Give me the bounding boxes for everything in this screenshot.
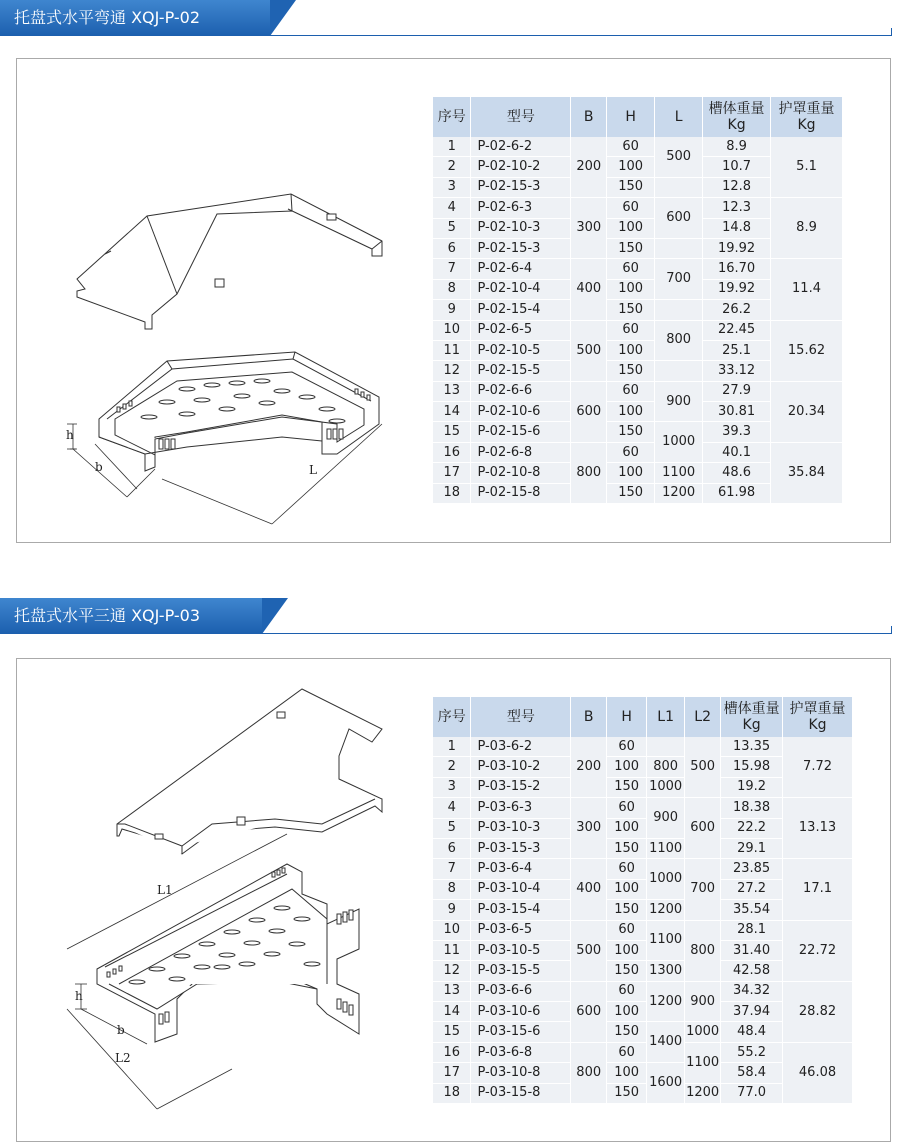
column-header: B (571, 697, 607, 737)
table-header-row (433, 97, 843, 137)
l-length-cell (655, 361, 703, 381)
row-number: 3 (433, 777, 471, 797)
row-number: 2 (433, 757, 471, 777)
dimension-label-b: b (117, 1023, 125, 1037)
table-row (433, 198, 843, 218)
row-number: 3 (433, 177, 471, 197)
row-number: 18 (433, 483, 471, 503)
row-number: 7 (433, 859, 471, 879)
l1-length-cell: 1200 (647, 981, 685, 1022)
l2-length-cell: 900 (685, 981, 721, 1022)
height-h-cell: 150 (607, 777, 647, 797)
row-number: 15 (433, 1022, 471, 1042)
tray-weight-cell: 34.32 (721, 981, 783, 1001)
section-header-2 (0, 598, 900, 636)
tray-weight-cell: 26.2 (703, 300, 771, 320)
l-length-cell (655, 238, 703, 258)
width-b-cell: 600 (571, 981, 607, 1042)
row-number: 16 (433, 1042, 471, 1062)
width-b-cell: 800 (571, 1042, 607, 1103)
tray-weight-cell: 35.54 (721, 900, 783, 920)
tray-weight-cell: 58.4 (721, 1063, 783, 1083)
model-cell: P-03-6-6 (471, 981, 571, 1001)
l1-length-cell: 1000 (647, 777, 685, 797)
l1-length-cell: 1000 (647, 859, 685, 900)
row-number: 11 (433, 940, 471, 960)
l1-length-cell: 1200 (647, 900, 685, 920)
row-number: 12 (433, 361, 471, 381)
model-cell: P-02-10-5 (471, 340, 571, 360)
tray-weight-cell: 12.3 (703, 198, 771, 218)
width-b-cell: 500 (571, 920, 607, 981)
tray-weight-cell: 19.2 (721, 777, 783, 797)
height-h-cell: 60 (607, 320, 655, 340)
tray-weight-cell: 28.1 (721, 920, 783, 940)
l-length-cell: 900 (655, 381, 703, 422)
height-h-cell: 100 (607, 279, 655, 299)
model-cell: P-03-6-3 (471, 798, 571, 818)
l-length-cell: 600 (655, 198, 703, 239)
height-h-cell: 100 (607, 218, 655, 238)
row-number: 17 (433, 463, 471, 483)
l1-length-cell: 800 (647, 757, 685, 777)
table-row (433, 1042, 853, 1062)
model-cell: P-02-10-4 (471, 279, 571, 299)
l1-length-cell: 1100 (647, 920, 685, 961)
model-cell: P-02-10-2 (471, 157, 571, 177)
model-cell: P-02-15-3 (471, 238, 571, 258)
height-h-cell: 60 (607, 859, 647, 879)
row-number: 1 (433, 137, 471, 157)
model-cell: P-02-6-4 (471, 259, 571, 279)
column-header: 槽体重量 Kg (703, 97, 771, 137)
height-h-cell: 150 (607, 422, 655, 442)
model-cell: P-02-6-2 (471, 137, 571, 157)
column-header: H (607, 697, 647, 737)
column-header: 护罩重量 Kg (783, 697, 853, 737)
model-cell: P-03-6-8 (471, 1042, 571, 1062)
table-row (433, 442, 843, 462)
model-cell: P-03-10-2 (471, 757, 571, 777)
tray-weight-cell: 31.40 (721, 940, 783, 960)
height-h-cell: 60 (607, 381, 655, 401)
height-h-cell: 100 (607, 402, 655, 422)
height-h-cell: 150 (607, 361, 655, 381)
width-b-cell: 600 (571, 381, 607, 442)
dimension-label-l2: L2 (115, 1051, 131, 1065)
column-header: L2 (685, 697, 721, 737)
column-header: 槽体重量 Kg (721, 697, 783, 737)
cover-weight-cell: 8.9 (771, 198, 843, 259)
tray-weight-cell: 23.85 (721, 859, 783, 879)
row-number: 5 (433, 218, 471, 238)
column-header: 型号 (471, 97, 571, 137)
dimension-label-l1: L1 (157, 883, 173, 897)
row-number: 8 (433, 879, 471, 899)
l2-length-cell: 800 (685, 920, 721, 981)
row-number: 10 (433, 920, 471, 940)
tray-weight-cell: 37.94 (721, 1002, 783, 1022)
width-b-cell: 400 (571, 859, 607, 920)
spec-table-tee (433, 697, 853, 1104)
l1-length-cell: 1400 (647, 1022, 685, 1063)
column-header: 序号 (433, 697, 471, 737)
height-h-cell: 150 (607, 483, 655, 503)
height-h-cell: 60 (607, 798, 647, 818)
header-rule-cap (891, 626, 892, 634)
table-row (433, 798, 853, 818)
model-cell: P-02-6-8 (471, 442, 571, 462)
height-h-cell: 150 (607, 900, 647, 920)
column-header: H (607, 97, 655, 137)
table-row (433, 737, 853, 757)
table-row (433, 981, 853, 1001)
header-rule (0, 35, 892, 36)
width-b-cell: 500 (571, 320, 607, 381)
l2-length-cell: 1100 (685, 1042, 721, 1083)
tray-weight-cell: 14.8 (703, 218, 771, 238)
tray-weight-cell: 30.81 (703, 402, 771, 422)
row-number: 9 (433, 900, 471, 920)
height-h-cell: 60 (607, 137, 655, 157)
dimension-label-l: L (309, 463, 317, 477)
height-h-cell: 100 (607, 879, 647, 899)
row-number: 4 (433, 798, 471, 818)
tray-weight-cell: 18.38 (721, 798, 783, 818)
tray-weight-cell: 77.0 (721, 1083, 783, 1103)
column-header: 护罩重量 Kg (771, 97, 843, 137)
model-cell: P-03-10-8 (471, 1063, 571, 1083)
tray-weight-cell: 15.98 (721, 757, 783, 777)
column-header: L (655, 97, 703, 137)
tray-weight-cell: 55.2 (721, 1042, 783, 1062)
l2-length-cell: 1000 (685, 1022, 721, 1042)
width-b-cell: 300 (571, 798, 607, 859)
tray-weight-cell: 39.3 (703, 422, 771, 442)
column-header: 型号 (471, 697, 571, 737)
row-number: 2 (433, 157, 471, 177)
l2-length-cell: 1200 (685, 1083, 721, 1103)
dimension-label-h: h (66, 428, 74, 442)
model-cell: P-03-15-6 (471, 1022, 571, 1042)
row-number: 8 (433, 279, 471, 299)
spec-table-elbow (433, 97, 843, 504)
row-number: 9 (433, 300, 471, 320)
column-header: 序号 (433, 97, 471, 137)
model-cell: P-03-10-3 (471, 818, 571, 838)
model-cell: P-03-10-5 (471, 940, 571, 960)
table-row (433, 920, 853, 940)
l-length-cell: 800 (655, 320, 703, 361)
height-h-cell: 100 (607, 463, 655, 483)
height-h-cell: 100 (607, 1063, 647, 1083)
l2-length-cell: 600 (685, 798, 721, 859)
tray-weight-cell: 61.98 (703, 483, 771, 503)
l-length-cell (655, 300, 703, 320)
cover-weight-cell: 46.08 (783, 1042, 853, 1103)
cover-weight-cell: 7.72 (783, 737, 853, 798)
section-title-1: 托盘式水平弯通 XQJ-P-02 (0, 0, 270, 36)
row-number: 6 (433, 838, 471, 858)
tray-weight-cell: 19.92 (703, 279, 771, 299)
model-cell: P-03-15-4 (471, 900, 571, 920)
table-row (433, 320, 843, 340)
tab-decoration (262, 598, 288, 634)
model-cell: P-03-6-4 (471, 859, 571, 879)
height-h-cell: 150 (607, 238, 655, 258)
width-b-cell: 200 (571, 137, 607, 198)
cover-weight-cell: 22.72 (783, 920, 853, 981)
tray-weight-cell: 16.70 (703, 259, 771, 279)
width-b-cell: 200 (571, 737, 607, 798)
l1-length-cell: 1300 (647, 961, 685, 981)
table-body (433, 737, 853, 1104)
l-length-cell (655, 177, 703, 197)
row-number: 6 (433, 238, 471, 258)
model-cell: P-02-15-8 (471, 483, 571, 503)
height-h-cell: 150 (607, 1022, 647, 1042)
tray-weight-cell: 48.4 (721, 1022, 783, 1042)
table-row (433, 381, 843, 401)
l-length-cell: 1000 (655, 422, 703, 463)
cover-weight-cell: 13.13 (783, 798, 853, 859)
row-number: 1 (433, 737, 471, 757)
tray-weight-cell: 13.35 (721, 737, 783, 757)
height-h-cell: 100 (607, 340, 655, 360)
model-cell: P-02-6-5 (471, 320, 571, 340)
l2-length-cell: 500 (685, 737, 721, 798)
table-row (433, 859, 853, 879)
height-h-cell: 60 (607, 1042, 647, 1062)
model-cell: P-03-10-4 (471, 879, 571, 899)
height-h-cell: 60 (607, 737, 647, 757)
tray-weight-cell: 19.92 (703, 238, 771, 258)
l-length-cell: 500 (655, 137, 703, 177)
column-header: L1 (647, 697, 685, 737)
elbow-drawing (37, 119, 407, 529)
width-b-cell: 300 (571, 198, 607, 259)
model-cell: P-02-10-3 (471, 218, 571, 238)
table-header-row (433, 697, 853, 737)
model-cell: P-02-15-6 (471, 422, 571, 442)
tab-decoration (270, 0, 296, 36)
header-rule (0, 633, 892, 634)
model-cell: P-02-15-4 (471, 300, 571, 320)
model-cell: P-03-6-5 (471, 920, 571, 940)
l-length-cell: 1100 (655, 463, 703, 483)
height-h-cell: 150 (607, 1083, 647, 1103)
model-cell: P-03-15-3 (471, 838, 571, 858)
l1-length-cell: 1100 (647, 838, 685, 858)
tray-weight-cell: 22.45 (703, 320, 771, 340)
l-length-cell: 700 (655, 259, 703, 300)
height-h-cell: 60 (607, 981, 647, 1001)
height-h-cell: 100 (607, 157, 655, 177)
table-row (433, 259, 843, 279)
cover-weight-cell: 11.4 (771, 259, 843, 320)
column-header: B (571, 97, 607, 137)
l2-length-cell: 700 (685, 859, 721, 920)
row-number: 12 (433, 961, 471, 981)
row-number: 13 (433, 381, 471, 401)
model-cell: P-03-15-5 (471, 961, 571, 981)
row-number: 15 (433, 422, 471, 442)
height-h-cell: 60 (607, 259, 655, 279)
cover-weight-cell: 17.1 (783, 859, 853, 920)
tray-weight-cell: 12.8 (703, 177, 771, 197)
dimension-label-b: b (95, 460, 103, 474)
cover-weight-cell: 20.34 (771, 381, 843, 442)
tray-weight-cell: 33.12 (703, 361, 771, 381)
width-b-cell: 400 (571, 259, 607, 320)
height-h-cell: 100 (607, 818, 647, 838)
row-number: 14 (433, 402, 471, 422)
row-number: 7 (433, 259, 471, 279)
model-cell: P-03-10-6 (471, 1002, 571, 1022)
height-h-cell: 60 (607, 920, 647, 940)
model-cell: P-02-10-8 (471, 463, 571, 483)
header-rule-cap (891, 28, 892, 36)
height-h-cell: 100 (607, 757, 647, 777)
height-h-cell: 60 (607, 442, 655, 462)
tray-weight-cell: 25.1 (703, 340, 771, 360)
model-cell: P-02-10-6 (471, 402, 571, 422)
row-number: 16 (433, 442, 471, 462)
cover-weight-cell: 35.84 (771, 442, 843, 503)
tray-weight-cell: 29.1 (721, 838, 783, 858)
model-cell: P-02-6-6 (471, 381, 571, 401)
cover-weight-cell: 28.82 (783, 981, 853, 1042)
tray-weight-cell: 8.9 (703, 137, 771, 157)
row-number: 17 (433, 1063, 471, 1083)
table-row (433, 137, 843, 157)
model-cell: P-03-15-2 (471, 777, 571, 797)
height-h-cell: 100 (607, 1002, 647, 1022)
tray-weight-cell: 22.2 (721, 818, 783, 838)
l-length-cell: 1200 (655, 483, 703, 503)
model-cell: P-03-15-8 (471, 1083, 571, 1103)
model-cell: P-02-15-3 (471, 177, 571, 197)
height-h-cell: 150 (607, 838, 647, 858)
row-number: 13 (433, 981, 471, 1001)
row-number: 11 (433, 340, 471, 360)
table-body (433, 137, 843, 504)
l1-length-cell (647, 737, 685, 757)
cover-weight-cell: 15.62 (771, 320, 843, 381)
height-h-cell: 150 (607, 177, 655, 197)
l1-length-cell: 1600 (647, 1063, 685, 1104)
row-number: 14 (433, 1002, 471, 1022)
row-number: 18 (433, 1083, 471, 1103)
tray-weight-cell: 40.1 (703, 442, 771, 462)
model-cell: P-02-15-5 (471, 361, 571, 381)
cover-weight-cell: 5.1 (771, 137, 843, 198)
height-h-cell: 100 (607, 940, 647, 960)
tray-weight-cell: 27.2 (721, 879, 783, 899)
row-number: 5 (433, 818, 471, 838)
height-h-cell: 60 (607, 198, 655, 218)
section-header-1 (0, 0, 900, 38)
tray-weight-cell: 10.7 (703, 157, 771, 177)
tray-weight-cell: 48.6 (703, 463, 771, 483)
model-cell: P-02-6-3 (471, 198, 571, 218)
row-number: 4 (433, 198, 471, 218)
row-number: 10 (433, 320, 471, 340)
height-h-cell: 150 (607, 961, 647, 981)
tray-weight-cell: 27.9 (703, 381, 771, 401)
model-cell: P-03-6-2 (471, 737, 571, 757)
tray-weight-cell: 42.58 (721, 961, 783, 981)
l1-length-cell: 900 (647, 798, 685, 839)
height-h-cell: 150 (607, 300, 655, 320)
dimension-label-h: h (75, 989, 83, 1003)
width-b-cell: 800 (571, 442, 607, 503)
tee-drawing (37, 684, 407, 1124)
section-title-2: 托盘式水平三通 XQJ-P-03 (0, 598, 262, 634)
